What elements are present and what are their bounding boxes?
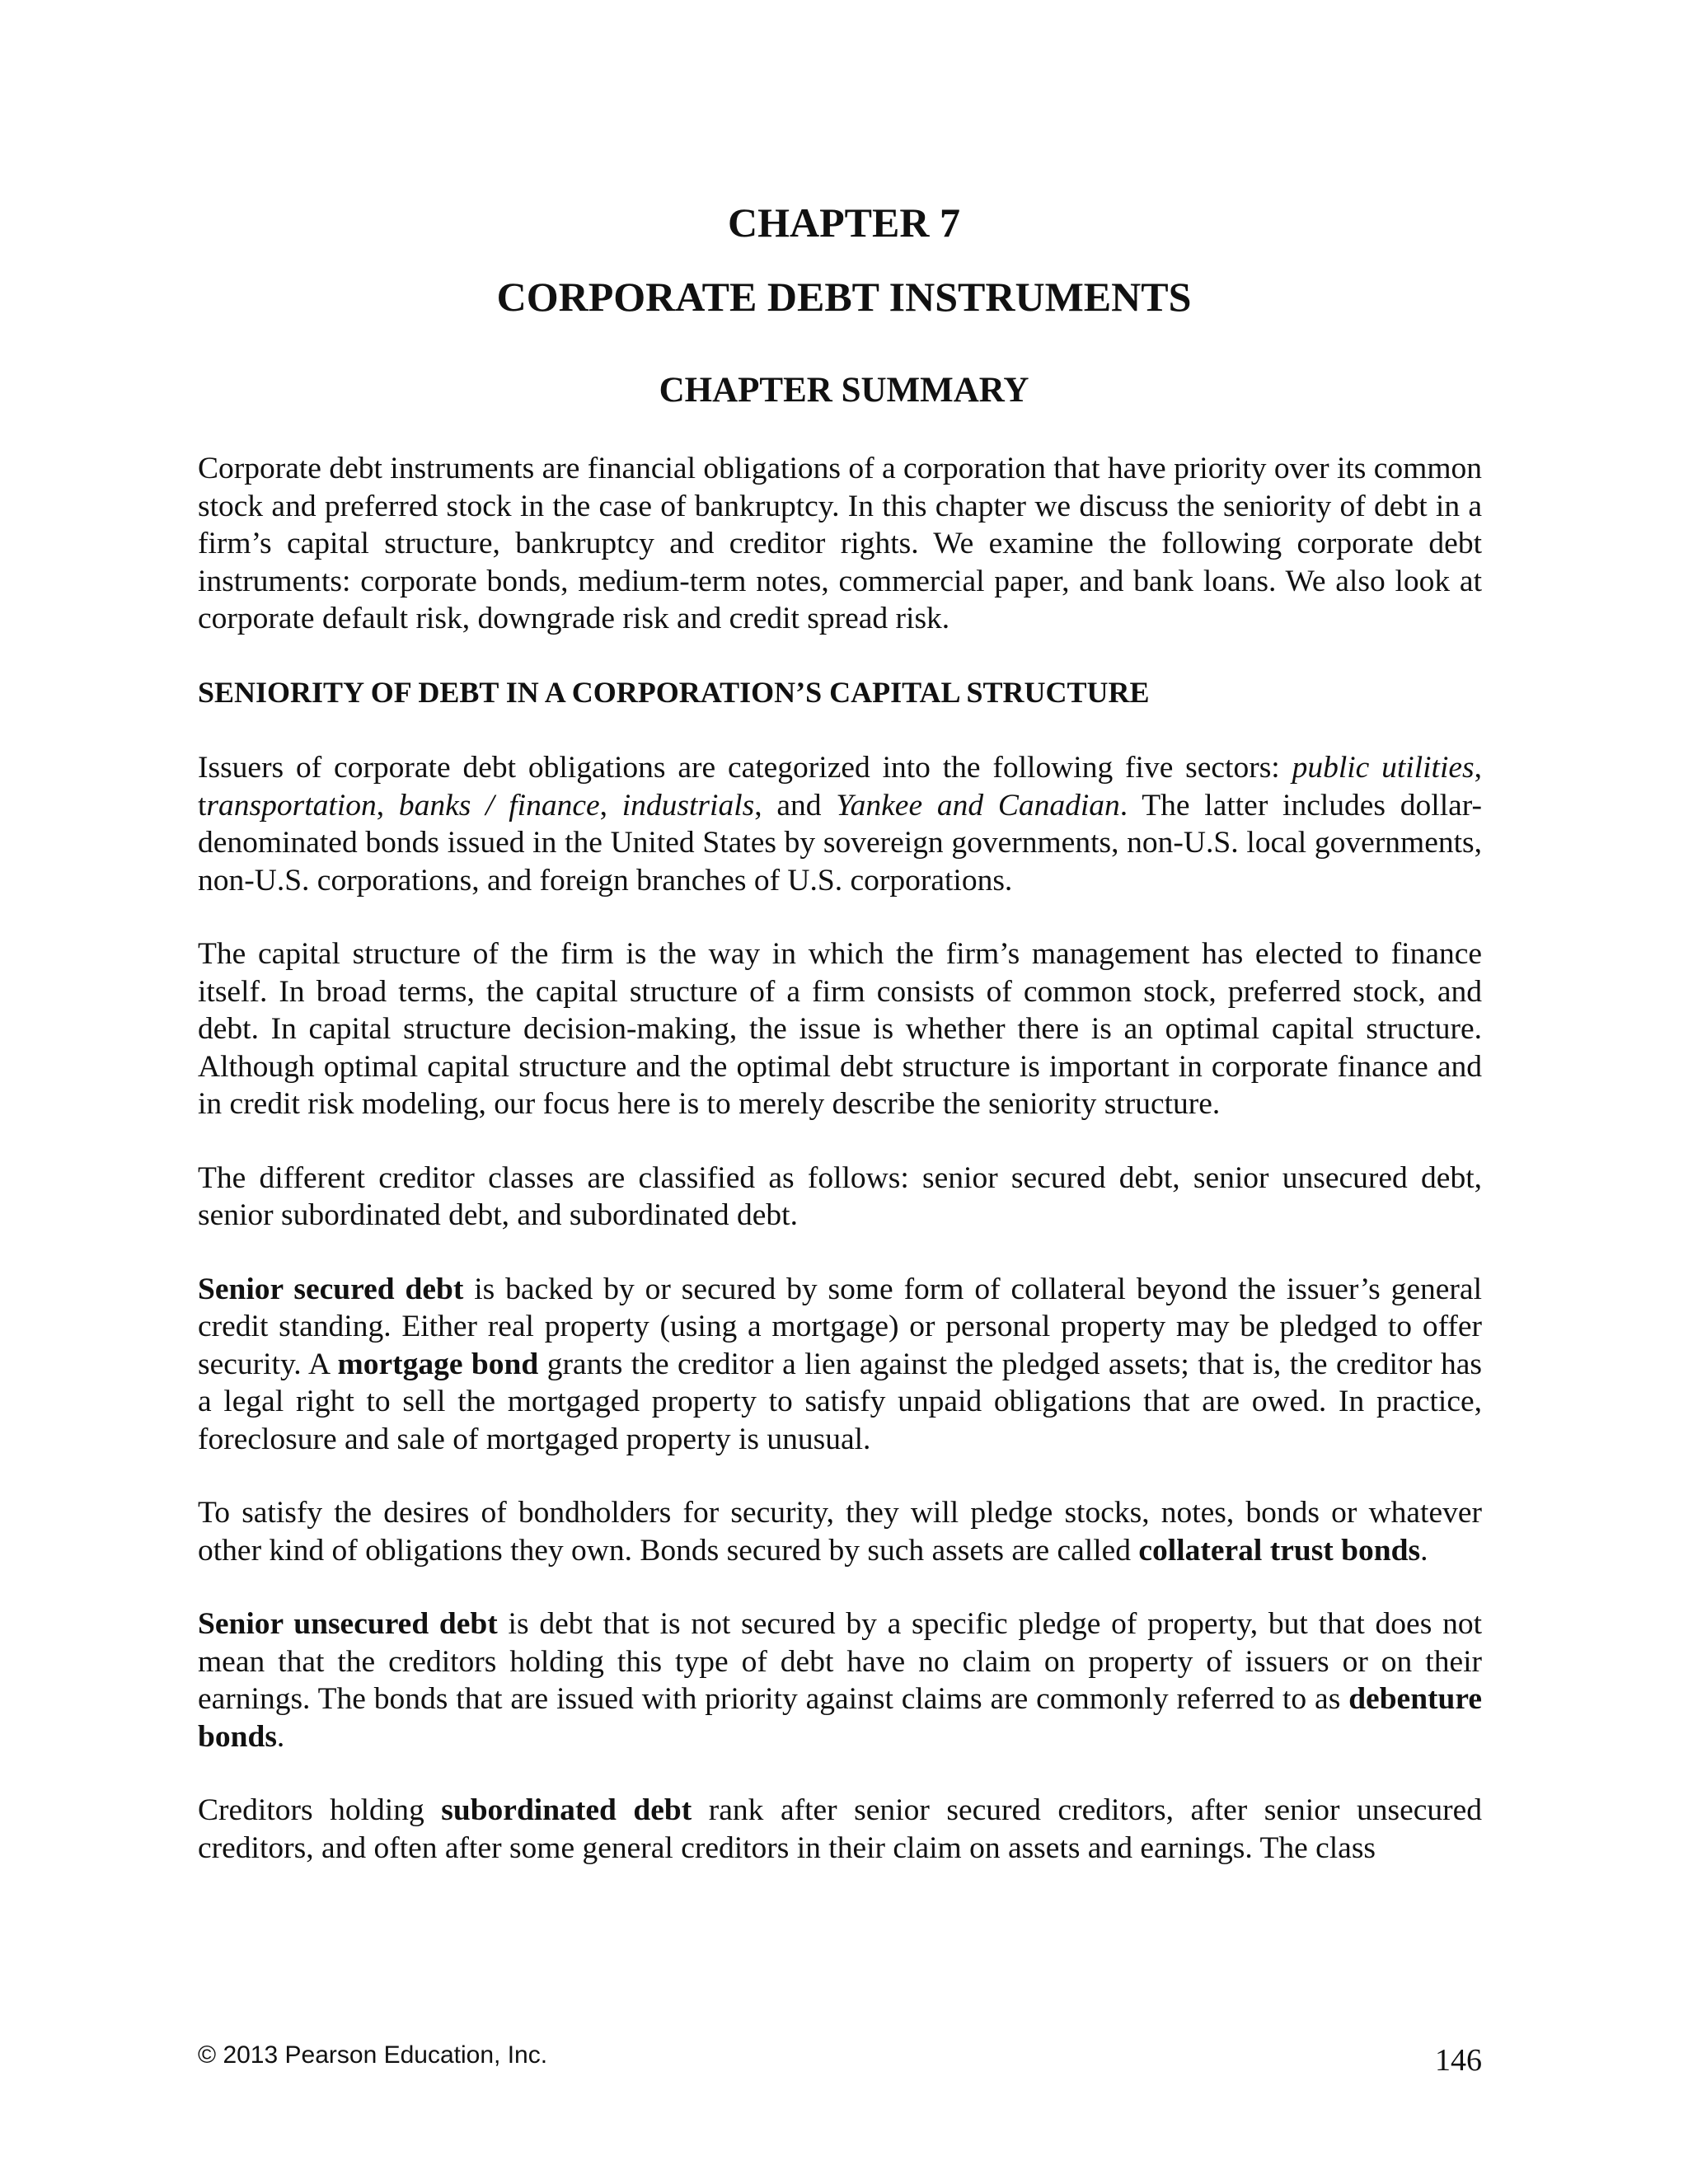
text-run: is backed by or secured by some form of collateral beyond the issuer’s general credit standing. Either real property (using a mortgage) or personal property may be pledged to offer security. A bbox=[198, 1272, 1482, 1381]
paragraph-collateral-trust bbox=[198, 1494, 1482, 1569]
text-run: , and bbox=[754, 788, 837, 823]
bold-term: collateral trust bonds bbox=[1138, 1533, 1421, 1568]
text-run: grants the creditor a lien against the pledged assets; that is, the creditor has a legal right to sell the mortgaged property to satisfy unpaid obligations that are owed. In practice, foreclosure and sale of mortgaged property is unusual. bbox=[198, 1347, 1482, 1456]
chapter-title: CORPORATE DEBT INSTRUMENTS bbox=[496, 274, 1192, 320]
bold-term: Senior unsecured debt bbox=[198, 1607, 498, 1641]
page-number: 146 bbox=[1435, 2043, 1482, 2078]
chapter-summary-heading: CHAPTER SUMMARY bbox=[659, 371, 1029, 410]
paragraph-senior-unsecured bbox=[198, 1605, 1482, 1755]
paragraph-creditor-classes: The different creditor classes are classified as follows: senior secured debt, senior unsecured debt, senior subordinated debt, and subordinated debt. bbox=[198, 1160, 1482, 1232]
text-run: is debt that is not secured by a specific pledge of property, but that does not mean that the creditors holding this type of debt have no claim on property of issuers or on their earnings. The bonds that are issued with priority against claims are commonly referred to as bbox=[198, 1607, 1482, 1716]
text-run: . bbox=[276, 1719, 285, 1754]
text-run: . The latter includes dollar-denominated bonds issued in the United States by sovereign governments, non-U.S. local governments, non-U.S. corporations, and foreign branches of U.S. corporations. bbox=[198, 788, 1482, 898]
paragraph-capital-structure: The capital structure of the firm is the way in which the firm’s management has elected to finance itself. In broad terms, the capital structure of a firm consists of common stock, preferred stock, and debt. In capital structure decision-making, the issue is whether there is an optimal capital structure. Although optimal capital structure and the optimal debt structure is important in corporate finance and in credit risk modeling, our focus here is to merely describe the seniority structure. bbox=[198, 937, 1482, 1121]
italic-term: ransportation bbox=[206, 788, 377, 823]
text-run: rank after senior secured creditors, after senior unsecured creditors, and often after some general creditors in their claim on assets and earnings. The class bbox=[198, 1793, 1482, 1865]
paragraph-issuer-sectors bbox=[198, 749, 1482, 899]
bold-term: subordinated debt bbox=[441, 1793, 692, 1827]
intro-paragraph: Corporate debt instruments are financial obligations of a corporation that have priority over its common stock and preferred stock in the case of bankruptcy. In this chapter we discuss the seniority of debt in a firm’s capital structure, bankruptcy and creditor rights. We examine the following corporate debt instruments: corporate bonds, medium-term notes, commercial paper, and bank loans. We also look at corporate default risk, downgrade risk and credit spread risk. bbox=[198, 452, 1482, 635]
chapter-number: CHAPTER 7 bbox=[728, 199, 960, 246]
italic-term: Yankee and Canadian bbox=[836, 788, 1120, 823]
italic-term: industrials bbox=[621, 788, 755, 823]
text-run: To satisfy the desires of bondholders for security, they will pledge stocks, notes, bonds or whatever other kind of obligations they own. Bonds secured by such assets are called bbox=[198, 1496, 1482, 1568]
section-heading-seniority: SENIORITY OF DEBT IN A CORPORATION’S CAPITAL STRUCTURE bbox=[198, 675, 1150, 709]
text-run: Issuers of corporate debt obligations are categorized into the following five sectors: bbox=[198, 751, 1292, 785]
document-body bbox=[198, 450, 1482, 1903]
paragraph-subordinated bbox=[198, 1792, 1482, 1867]
text-run: . bbox=[1420, 1533, 1428, 1568]
bold-term: mortgage bond bbox=[337, 1347, 539, 1381]
text-run: , bbox=[376, 788, 399, 823]
bold-term: Senior secured debt bbox=[198, 1272, 464, 1306]
text-run: , t bbox=[198, 751, 1482, 823]
copyright-notice: © 2013 Pearson Education, Inc. bbox=[198, 2041, 548, 2069]
italic-term: public utilities bbox=[1292, 751, 1475, 785]
text-run: , bbox=[599, 788, 622, 823]
bold-term: debenture bonds bbox=[198, 1682, 1482, 1754]
paragraph-senior-secured bbox=[198, 1271, 1482, 1459]
text-run: Creditors holding bbox=[198, 1793, 442, 1827]
italic-term: banks / finance bbox=[398, 788, 600, 823]
